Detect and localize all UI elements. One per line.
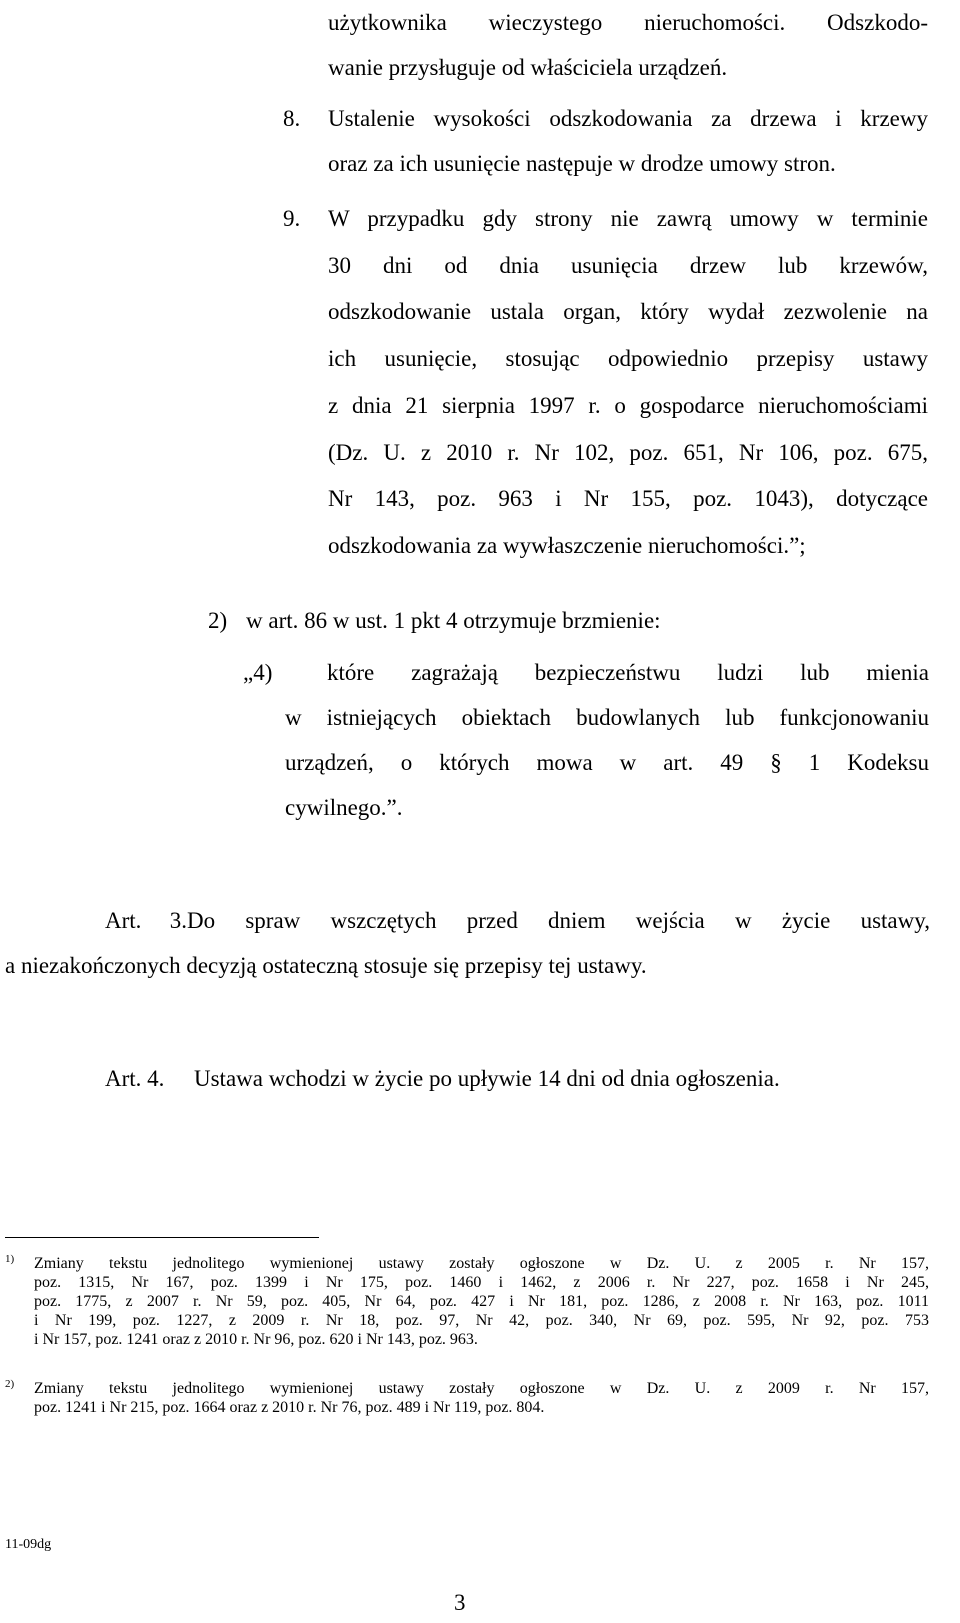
item-2-number: 2) [208, 608, 228, 633]
article-3 [5, 898, 930, 988]
footnote-1 [34, 1254, 929, 1349]
item-2-text [246, 598, 926, 643]
text-line: a niezakończonych decyzją ostateczną stosuje się przepisy tej ustawy. [5, 953, 647, 978]
text-line: cywilnego.”. [285, 795, 403, 820]
text-line: 30 dni od dnia usunięcia drzew lub krzewów, [328, 252, 928, 278]
text-line: użytkownika wieczystego nieruchomości. Odszkodo- [328, 10, 928, 35]
footnote-line: Zmiany tekstu jednolitego wymienionej ustawy zostały ogłoszone w Dz. U. z 2009 r. Nr 157, [34, 1380, 929, 1397]
text-line: które zagrażają bezpieczeństwu ludzi lub mienia [327, 660, 929, 685]
text-line: urządzeń, o których mowa w art. 49 § 1 Kodeksu [285, 750, 929, 775]
footnote-separator [5, 1237, 319, 1238]
footnote-line: Zmiany tekstu jednolitego wymienionej ustawy zostały ogłoszone w Dz. U. z 2005 r. Nr 157, [34, 1255, 929, 1272]
text-line: w istniejących obiektach budowlanych lub funkcjonowaniu [285, 705, 929, 730]
point-7-continuation [328, 0, 928, 90]
footnote-1-mark: 1) [5, 1253, 15, 1265]
point-9-text [328, 196, 928, 570]
point-8-number: 8. [283, 106, 301, 131]
text-line: (Dz. U. z 2010 r. Nr 102, poz. 651, Nr 106, poz. 675, [328, 439, 928, 465]
quote-text [285, 650, 929, 830]
footnote-2-mark: 2) [5, 1378, 15, 1390]
article-4-text: Ustawa wchodzi w życie po upływie 14 dni od dnia ogłoszenia. [194, 1066, 780, 1091]
text-line [5, 898, 930, 943]
text-line [5, 1056, 930, 1101]
text-line: z dnia 21 sierpnia 1997 r. o gospodarce nieruchomościami [328, 392, 928, 418]
point-8-text [328, 96, 928, 186]
footnote-line: poz. 1315, Nr 167, poz. 1399 i Nr 175, poz. 1460 i 1462, z 2006 r. Nr 227, poz. 1658 i Nr 245, [34, 1274, 929, 1291]
document-code: 11-09dg [5, 1537, 52, 1552]
text-line: ich usunięcie, stosując odpowiednio przepisy ustawy [328, 346, 928, 372]
footnote-line: poz. 1241 i Nr 215, poz. 1664 oraz z 2010 r. Nr 76, poz. 489 i Nr 119, poz. 804. [34, 1399, 545, 1416]
text-line: odszkodowania za wywłaszczenie nieruchomości.”; [328, 532, 806, 558]
footnote-line: poz. 1775, z 2007 r. Nr 59, poz. 405, Nr 64, poz. 427 i Nr 181, poz. 1286, z 2008 r. Nr 163, poz. 1011 [34, 1293, 929, 1310]
footnote-2 [34, 1379, 929, 1417]
text-line: w art. 86 w ust. 1 pkt 4 otrzymuje brzmienie: [246, 608, 661, 633]
footnote-line: i Nr 199, poz. 1227, z 2009 r. Nr 18, poz. 97, Nr 42, poz. 340, Nr 69, poz. 595, Nr 92, poz. 753 [34, 1312, 929, 1329]
text-line: oraz za ich usunięcie następuje w drodze umowy stron. [328, 151, 836, 176]
text-line: wanie przysługuje od właściciela urządzeń. [328, 55, 728, 80]
article-4 [5, 1056, 930, 1101]
footnote-line: i Nr 157, poz. 1241 oraz z 2010 r. Nr 96, poz. 620 i Nr 143, poz. 963. [34, 1331, 478, 1348]
page-number: 3 [454, 1590, 466, 1615]
article-4-label: Art. 4. [105, 1066, 165, 1091]
article-3-label: Art. 3. [105, 908, 187, 933]
quote-number: „4) [243, 660, 273, 685]
text-line: W przypadku gdy strony nie zawrą umowy w terminie [328, 206, 928, 231]
text-line: odszkodowanie ustala organ, który wydał zezwolenie na [328, 299, 928, 325]
article-3-line-1: Do spraw wszczętych przed dniem wejścia w życie ustawy, [187, 908, 930, 933]
text-line: Nr 143, poz. 963 i Nr 155, poz. 1043), dotyczące [328, 486, 928, 512]
point-9-number: 9. [283, 206, 301, 231]
text-line: Ustalenie wysokości odszkodowania za drzewa i krzewy [328, 106, 928, 131]
